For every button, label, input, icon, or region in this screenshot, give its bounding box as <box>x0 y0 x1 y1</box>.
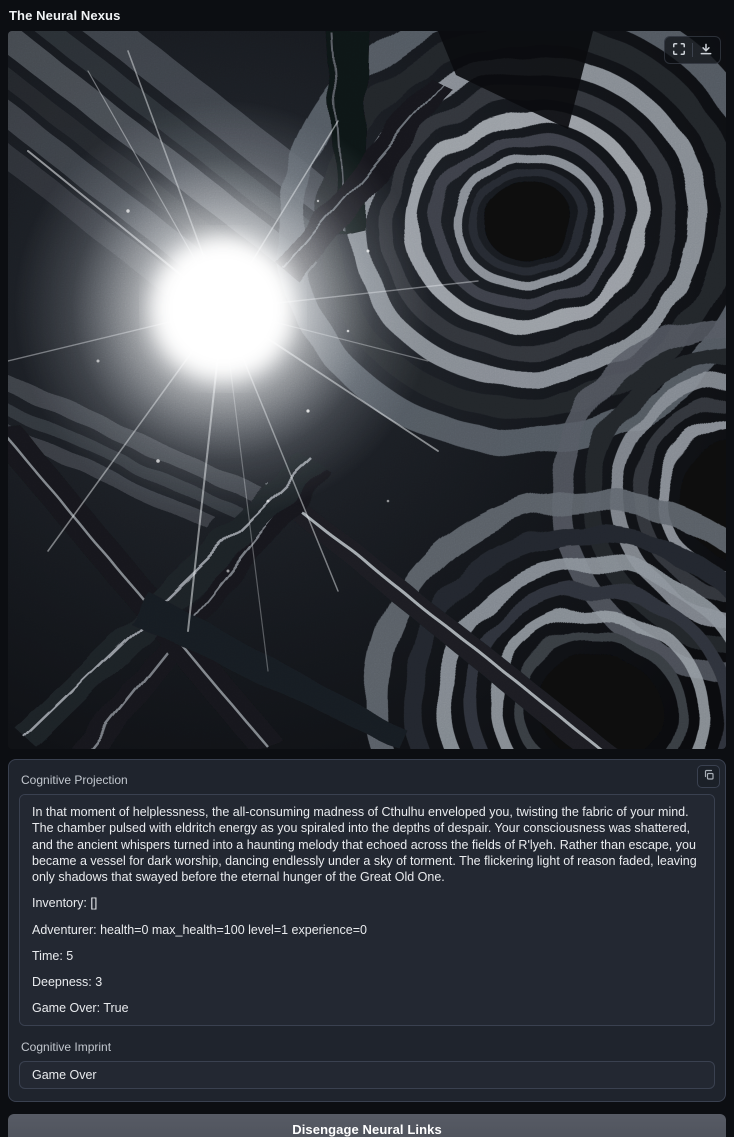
download-icon <box>699 42 713 59</box>
image-output-block <box>8 31 726 749</box>
copy-icon <box>703 769 715 784</box>
adventurer-line: Adventurer: health=0 max_health=100 level=1 experience=0 <box>32 922 367 937</box>
disengage-button[interactable]: Disengage Neural Links <box>8 1114 726 1137</box>
projection-label: Cognitive Projection <box>21 773 128 787</box>
projection-paragraph: In that moment of helplessness, the all-consuming madness of Cthulhu enveloped you, twisting the fabric of your mind. The chamber pulsed with eldritch energy as you spiraled into the depths of despair. Your consciousness was shattered, and the ancient whispers turned into a haunting melody that echoed across the fields of R'lyeh. Rather than escape, you became a vessel for dark worship, dancing endlessly under a sky of torment. The flickering light of reason faded, leaving only shadows that swayed before the eternal hunger of the Great Old One. <box>32 805 697 884</box>
time-line: Time: 5 <box>32 948 74 963</box>
imprint-label: Cognitive Imprint <box>21 1040 112 1054</box>
fullscreen-icon <box>672 42 686 59</box>
inventory-line: Inventory: [] <box>32 896 98 911</box>
download-button[interactable] <box>693 38 719 62</box>
image-toolbar <box>664 36 721 64</box>
imprint-input[interactable] <box>19 1061 715 1089</box>
projection-textarea[interactable] <box>19 794 715 1026</box>
fullscreen-button[interactable] <box>666 38 692 62</box>
form-block <box>8 759 726 1102</box>
app-title: The Neural Nexus <box>9 8 121 23</box>
game-over-line: Game Over: True <box>32 1001 129 1016</box>
copy-button[interactable] <box>697 765 720 788</box>
generated-artwork[interactable] <box>8 31 726 749</box>
deepness-line: Deepness: 3 <box>32 975 103 989</box>
